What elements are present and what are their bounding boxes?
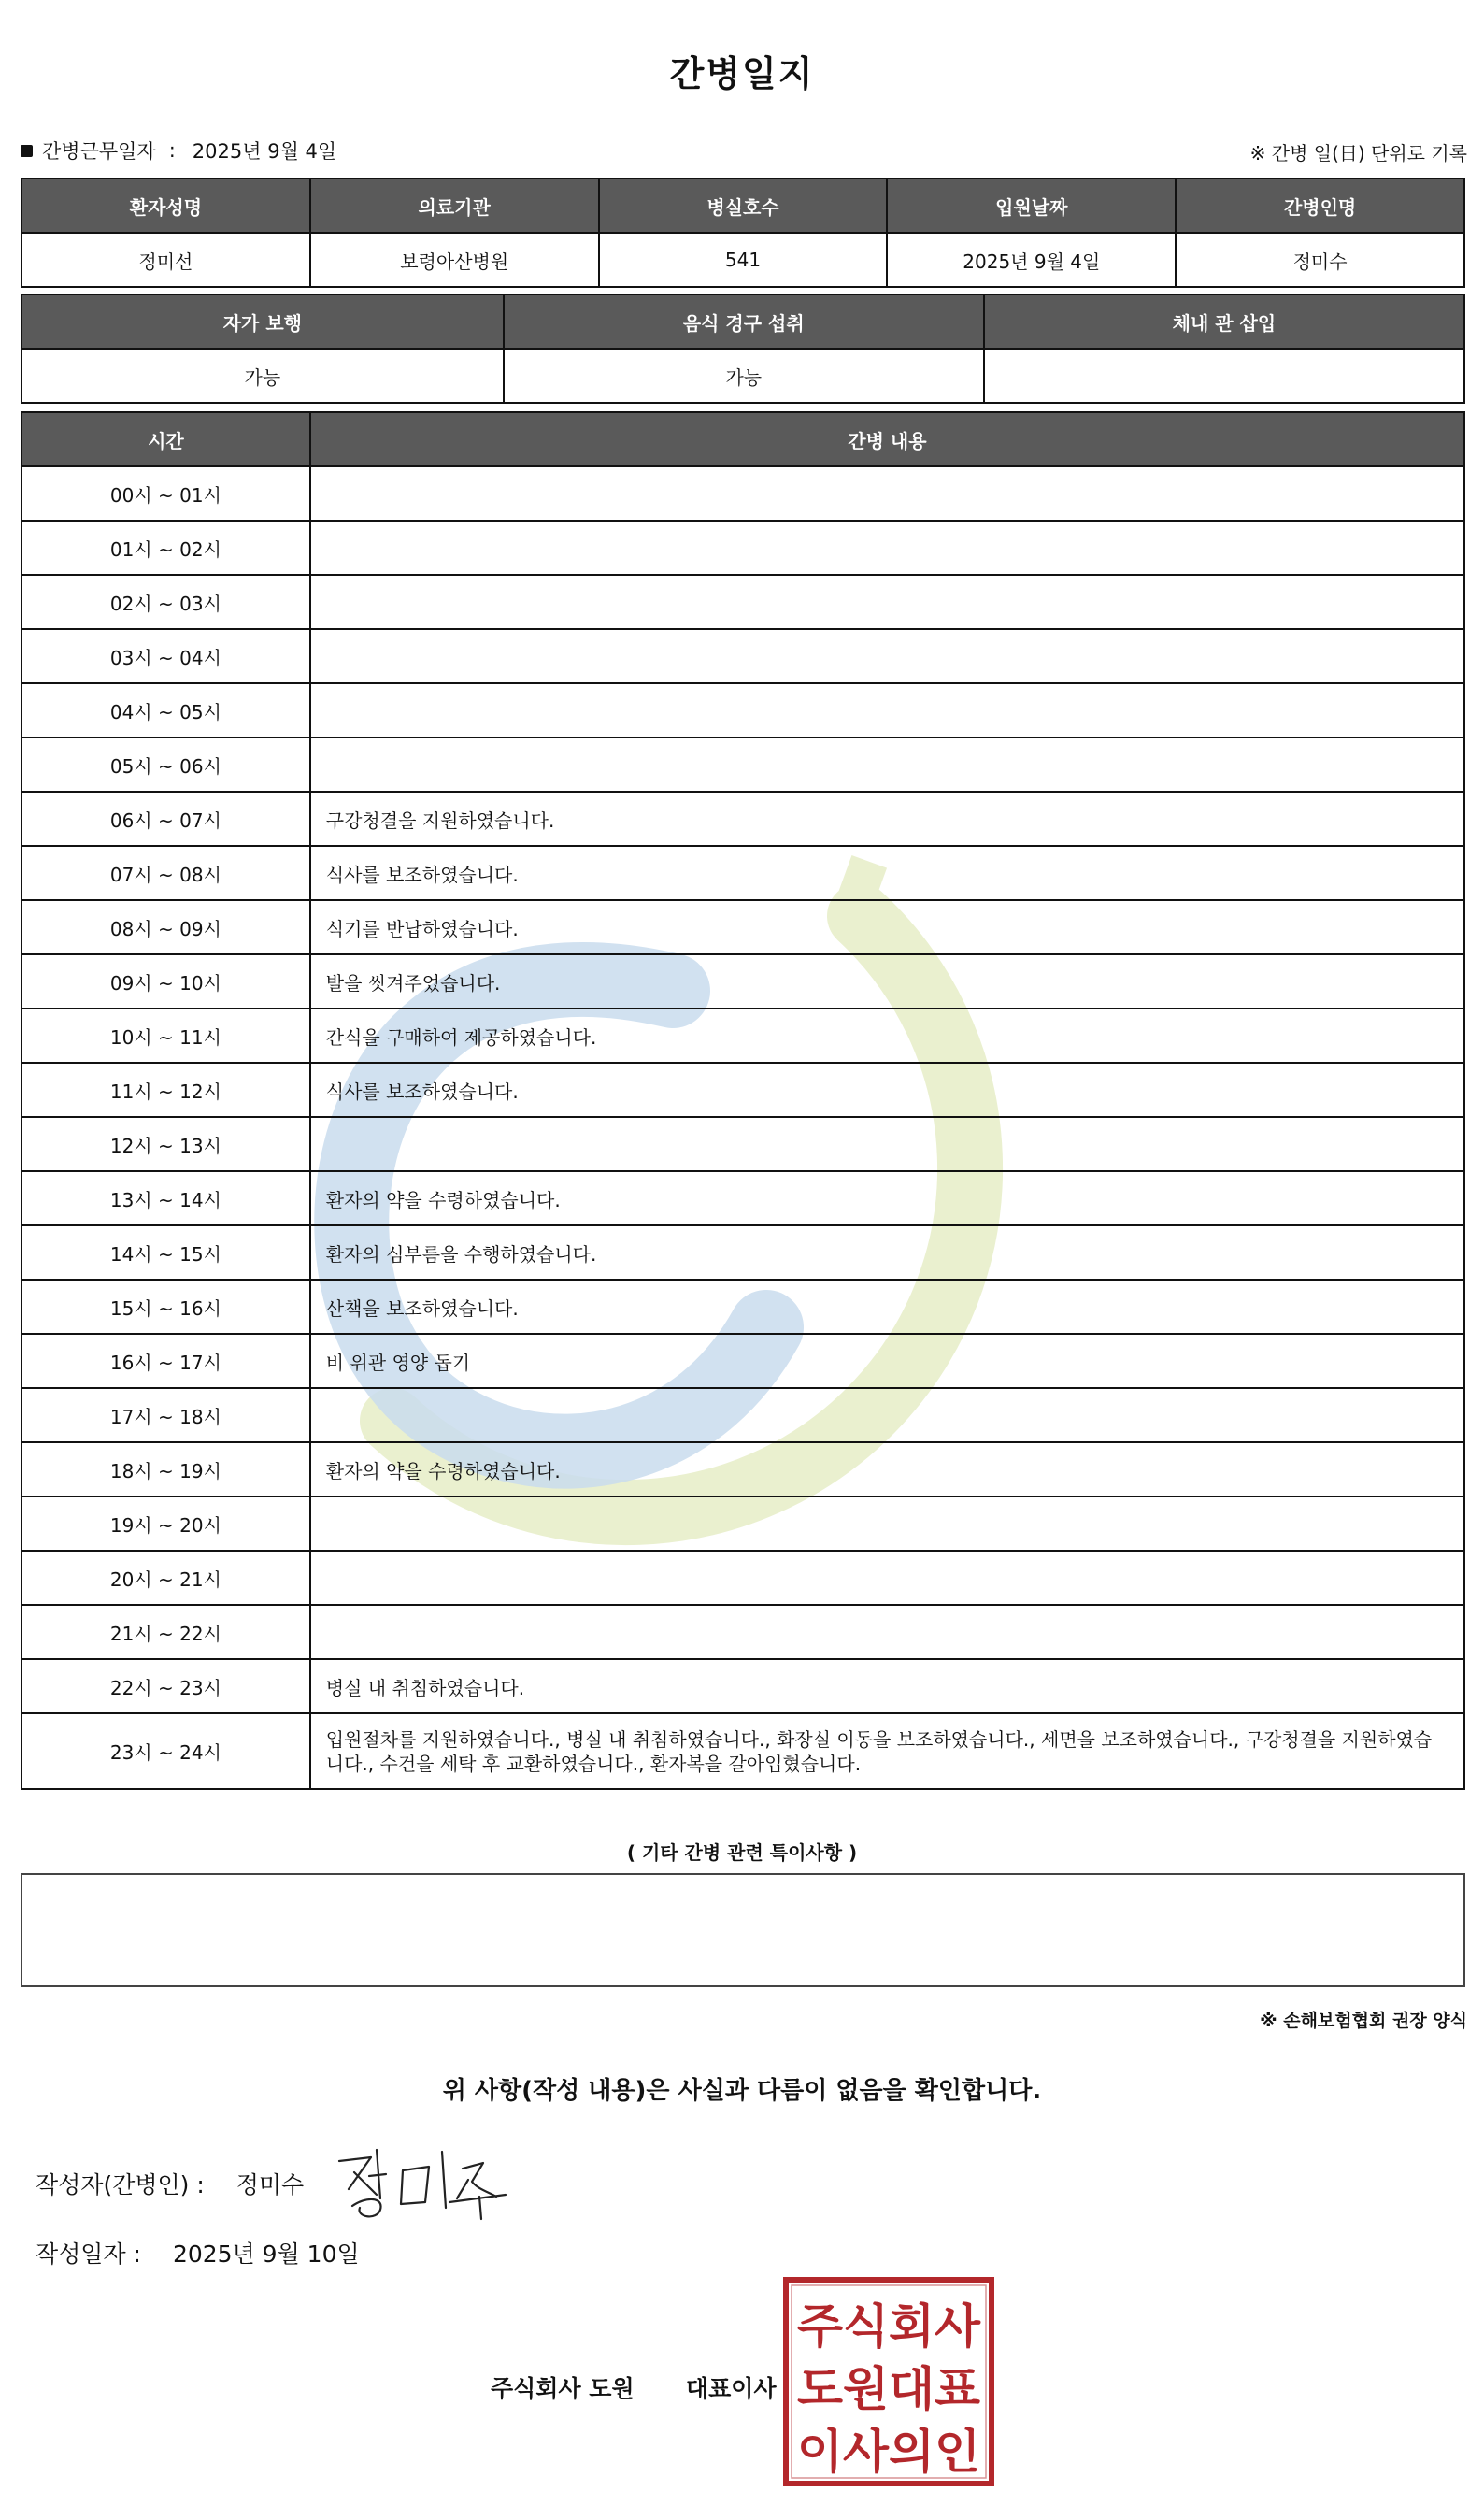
document-title: 간병일지 [669, 53, 815, 94]
table-row [21, 1334, 1464, 1388]
bullet-square-icon [21, 145, 33, 157]
header-self-walking: 자가 보행 [21, 294, 504, 349]
care-content-cell [310, 1605, 1464, 1659]
time-slot-cell: 10시 ~ 11시 [21, 1009, 310, 1063]
care-content-cell: 식사를 보조하였습니다. [310, 1063, 1464, 1117]
table-row [21, 846, 1464, 900]
svg-text:도원대표: 도원대표 [797, 2362, 981, 2416]
table-row [21, 1063, 1464, 1117]
table-row [21, 521, 1464, 575]
care-content-cell: 간식을 구매하여 제공하였습니다. [310, 1009, 1464, 1063]
time-slot-cell: 07시 ~ 08시 [21, 846, 310, 900]
header-caregiver-name: 간병인명 [1176, 179, 1464, 233]
written-date-line [36, 2236, 360, 2269]
table-row [21, 737, 1464, 792]
table-row [21, 575, 1464, 629]
time-slot-cell: 18시 ~ 19시 [21, 1442, 310, 1496]
patient-info-table [21, 178, 1465, 288]
company-seal [783, 2277, 994, 2486]
header-time: 시간 [21, 412, 310, 466]
table-row [21, 1009, 1464, 1063]
care-content-cell [310, 1117, 1464, 1171]
care-log-table [21, 411, 1465, 1790]
care-content-cell [310, 521, 1464, 575]
time-slot-cell: 05시 ~ 06시 [21, 737, 310, 792]
time-slot-cell: 19시 ~ 20시 [21, 1496, 310, 1551]
table-row [21, 1713, 1464, 1789]
header-room-number: 병실호수 [599, 179, 888, 233]
time-slot-cell: 17시 ~ 18시 [21, 1388, 310, 1442]
other-notes-box [21, 1873, 1465, 1987]
self-walking-value: 가능 [21, 349, 504, 403]
written-date-label: 작성일자 : [36, 2241, 141, 2268]
handwritten-signature [332, 2141, 509, 2225]
admission-date: 2025년 9월 4일 [887, 233, 1176, 287]
care-content-cell: 산책을 보조하였습니다. [310, 1280, 1464, 1334]
ceo-label: 대표이사 [686, 2375, 777, 2402]
care-content-cell: 식사를 보조하였습니다. [310, 846, 1464, 900]
table-row [21, 1117, 1464, 1171]
work-date-colon: : [168, 139, 176, 162]
care-content-cell: 환자의 심부름을 수행하였습니다. [310, 1225, 1464, 1280]
oral-intake-value: 가능 [504, 349, 984, 403]
writer-line [36, 2167, 304, 2200]
table-row [21, 1605, 1464, 1659]
writer-label: 작성자(간병인) : [36, 2171, 205, 2198]
svg-text:이사의인: 이사의인 [797, 2425, 980, 2479]
time-slot-cell: 14시 ~ 15시 [21, 1225, 310, 1280]
header-admission-date: 입원날짜 [887, 179, 1176, 233]
header-care-content: 간병 내용 [310, 412, 1464, 466]
unit-note: ※ 간병 일(日) 단위로 기록 [1249, 142, 1467, 165]
table-row [21, 1388, 1464, 1442]
table-row [21, 1442, 1464, 1496]
work-date-label: 간병근무일자 [42, 140, 156, 163]
care-content-cell: 구강청결을 지원하였습니다. [310, 792, 1464, 846]
header-institution: 의료기관 [310, 179, 599, 233]
table-row [21, 900, 1464, 954]
work-date-line [21, 136, 336, 165]
care-content-cell [310, 1388, 1464, 1442]
header-tube-insertion: 체내 관 삽입 [984, 294, 1464, 349]
time-slot-cell: 22시 ~ 23시 [21, 1659, 310, 1713]
time-slot-cell: 23시 ~ 24시 [21, 1713, 310, 1789]
other-notes-title: ( 기타 간병 관련 특이사항 ) [626, 1841, 858, 1864]
time-slot-cell: 20시 ~ 21시 [21, 1551, 310, 1605]
table-row [21, 1551, 1464, 1605]
care-content-cell: 입원절차를 지원하였습니다., 병실 내 취침하였습니다., 화장실 이동을 보조하였습니다., 세면을 보조하였습니다., 구강청결을 지원하였습니다., 수건을 세탁 후 교환하였습니다., 환자복을 갈아입혔습니다. [310, 1713, 1464, 1789]
table-row [21, 1496, 1464, 1551]
care-content-cell: 식기를 반납하였습니다. [310, 900, 1464, 954]
care-content-cell [310, 1551, 1464, 1605]
care-content-cell: 환자의 약을 수령하였습니다. [310, 1442, 1464, 1496]
header-oral-intake: 음식 경구 섭취 [504, 294, 984, 349]
time-slot-cell: 13시 ~ 14시 [21, 1171, 310, 1225]
care-content-cell: 병실 내 취침하였습니다. [310, 1659, 1464, 1713]
care-content-cell [310, 1496, 1464, 1551]
written-date-value: 2025년 9월 10일 [172, 2241, 360, 2268]
time-slot-cell: 01시 ~ 02시 [21, 521, 310, 575]
care-content-cell: 비 위관 영양 돕기 [310, 1334, 1464, 1388]
institution: 보령아산병원 [310, 233, 599, 287]
time-slot-cell: 11시 ~ 12시 [21, 1063, 310, 1117]
recommendation-note: ※ 손해보험협회 권장 양식 [1260, 2011, 1467, 2031]
patient-name: 정미선 [21, 233, 310, 287]
time-slot-cell: 16시 ~ 17시 [21, 1334, 310, 1388]
table-row [21, 1659, 1464, 1713]
table-row [21, 466, 1464, 521]
patient-status-table [21, 294, 1465, 404]
time-slot-cell: 08시 ~ 09시 [21, 900, 310, 954]
company-name: 주식회사 도원 [491, 2375, 635, 2402]
table-row [21, 1280, 1464, 1334]
care-content-cell [310, 737, 1464, 792]
care-content-cell: 발을 씻겨주었습니다. [310, 954, 1464, 1009]
care-content-cell [310, 466, 1464, 521]
time-slot-cell: 04시 ~ 05시 [21, 683, 310, 737]
care-content-cell: 환자의 약을 수령하였습니다. [310, 1171, 1464, 1225]
care-content-cell [310, 683, 1464, 737]
care-content-cell [310, 629, 1464, 683]
table-row [21, 1171, 1464, 1225]
table-row [21, 683, 1464, 737]
header-patient-name: 환자성명 [21, 179, 310, 233]
time-slot-cell: 00시 ~ 01시 [21, 466, 310, 521]
svg-text:주식회사: 주식회사 [797, 2299, 981, 2354]
caregiver-name: 정미수 [1176, 233, 1464, 287]
table-row [21, 954, 1464, 1009]
room-number: 541 [599, 233, 888, 287]
tube-insertion-value [984, 349, 1464, 403]
care-content-cell [310, 575, 1464, 629]
time-slot-cell: 12시 ~ 13시 [21, 1117, 310, 1171]
writer-name: 정미수 [235, 2171, 305, 2198]
time-slot-cell: 06시 ~ 07시 [21, 792, 310, 846]
table-row [21, 629, 1464, 683]
confirmation-statement: 위 사항(작성 내용)은 사실과 다름이 없음을 확인합니다. [442, 2077, 1042, 2105]
time-slot-cell: 03시 ~ 04시 [21, 629, 310, 683]
time-slot-cell: 15시 ~ 16시 [21, 1280, 310, 1334]
time-slot-cell: 21시 ~ 22시 [21, 1605, 310, 1659]
time-slot-cell: 02시 ~ 03시 [21, 575, 310, 629]
work-date-value: 2025년 9월 4일 [192, 140, 337, 163]
table-row [21, 1225, 1464, 1280]
table-row [21, 792, 1464, 846]
time-slot-cell: 09시 ~ 10시 [21, 954, 310, 1009]
